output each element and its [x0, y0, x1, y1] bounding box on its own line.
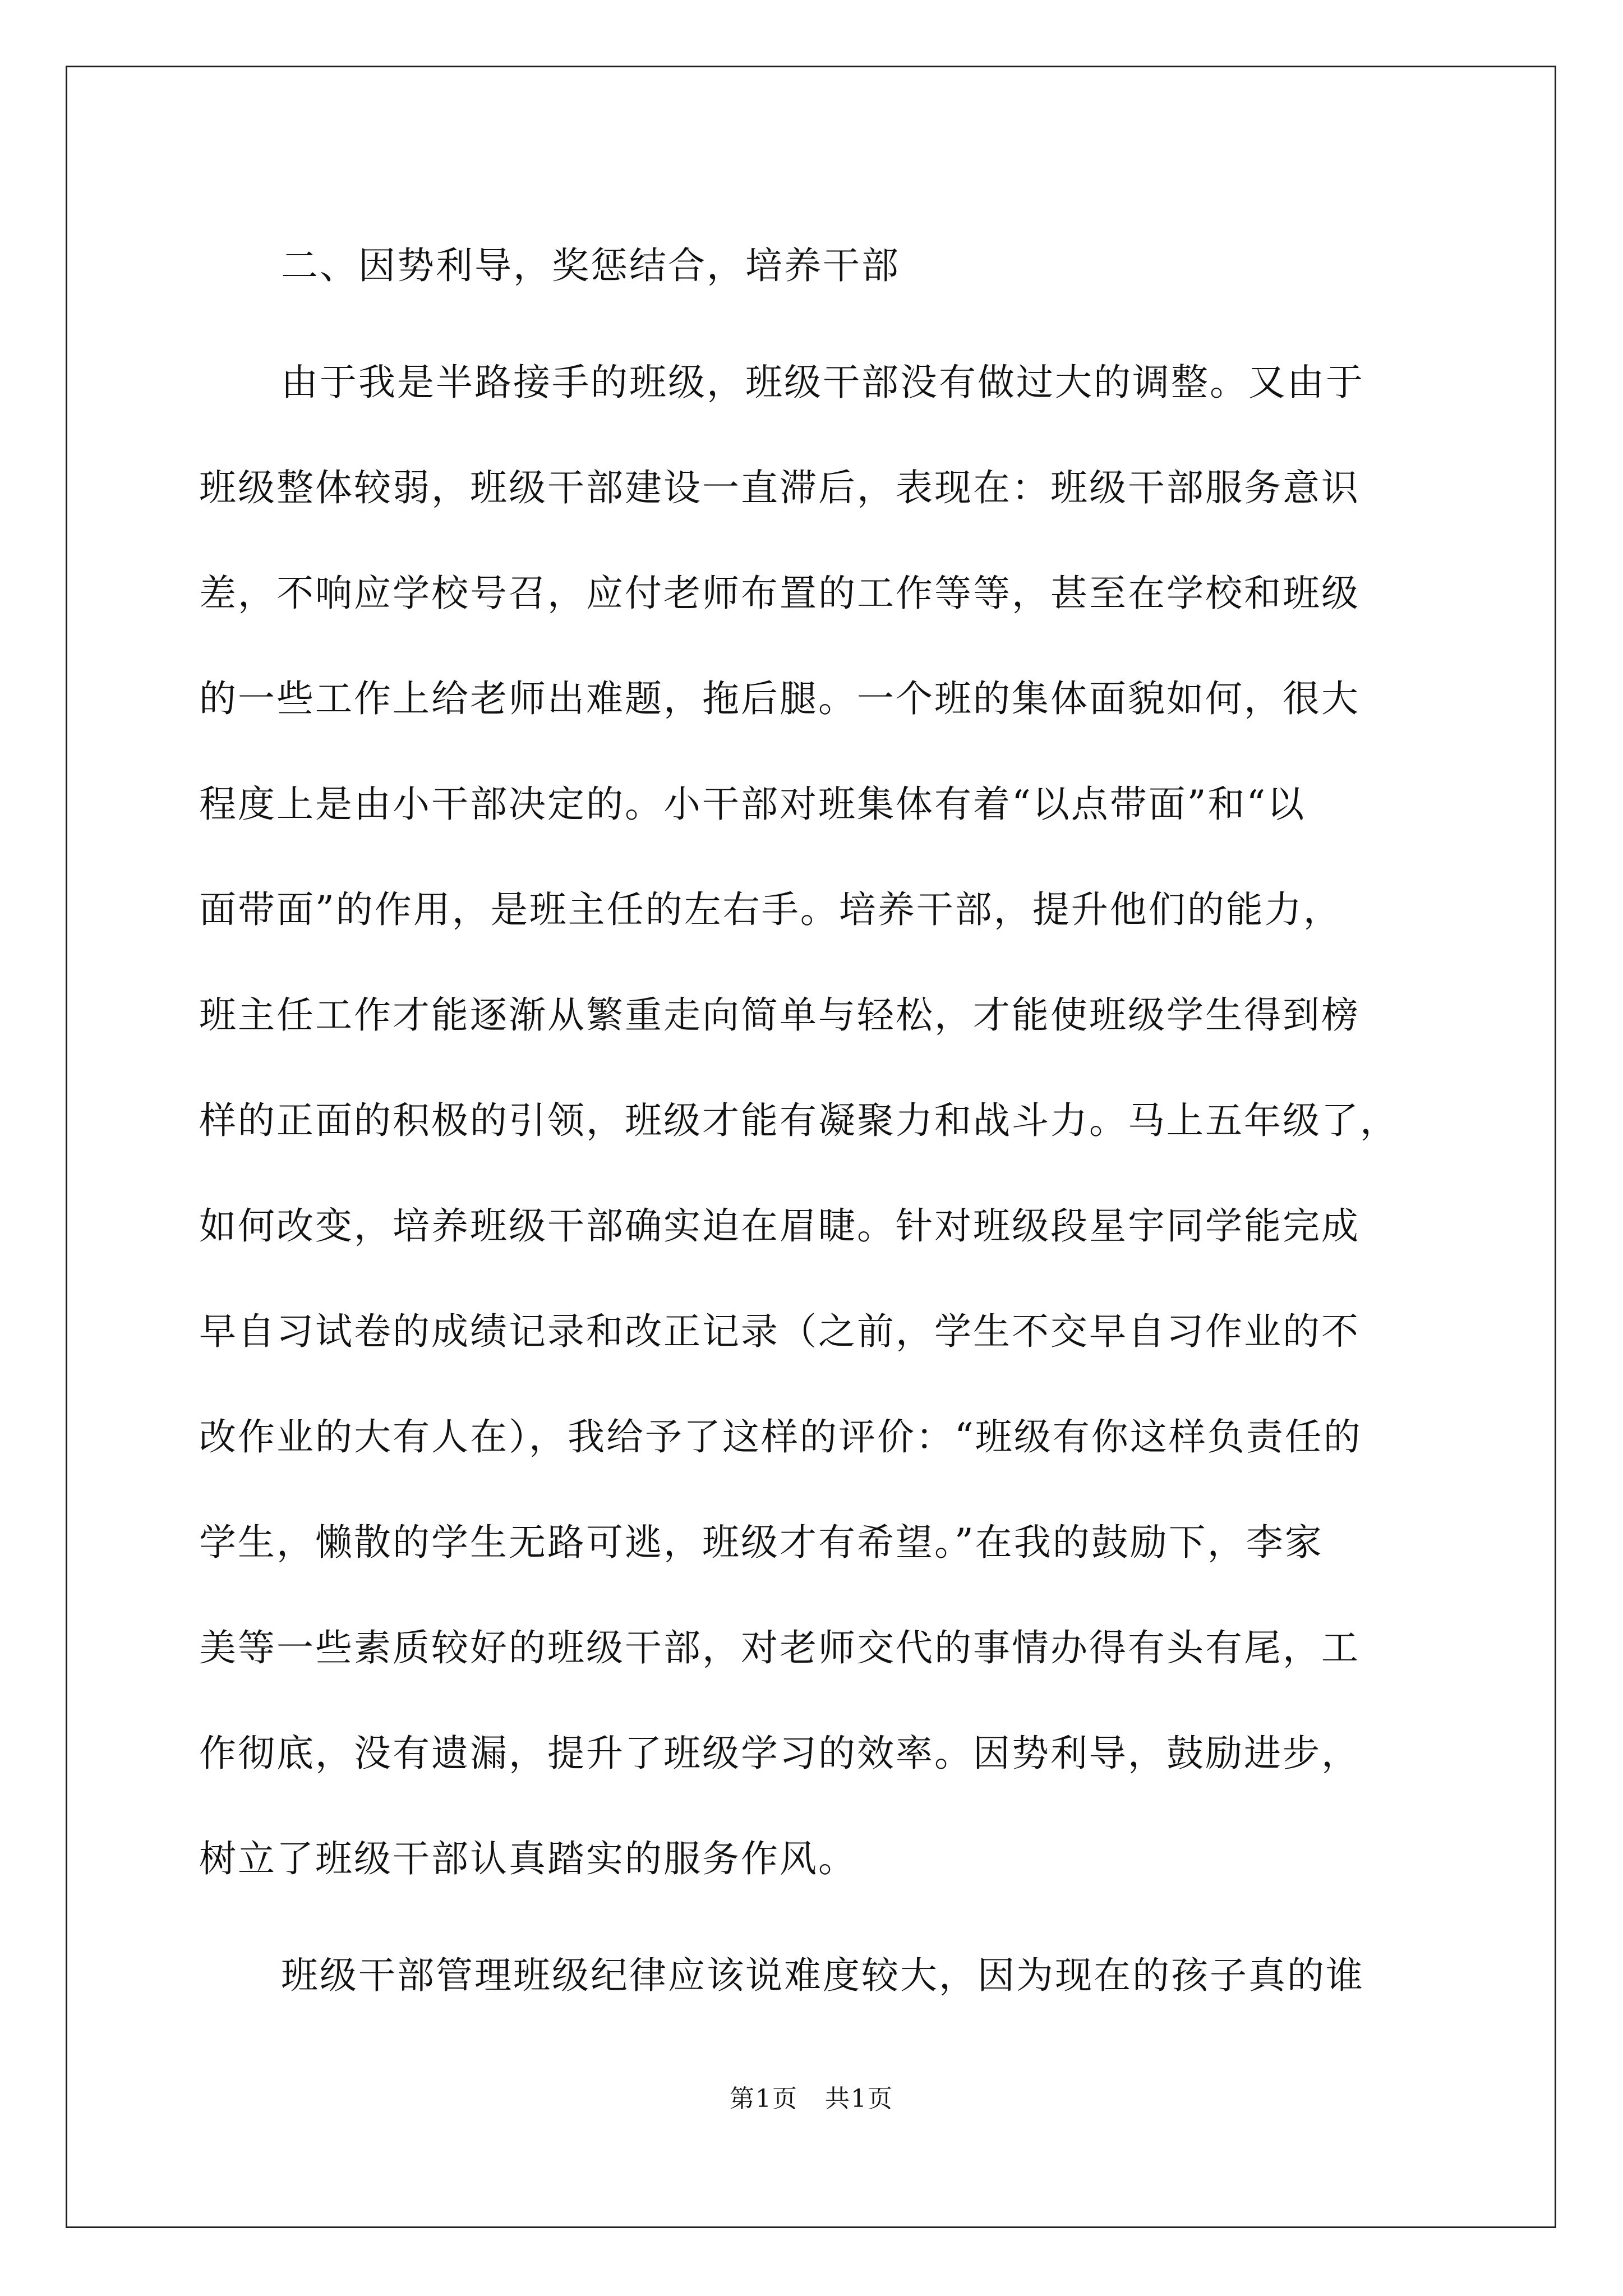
paragraph-line: 的一些工作上给老师出难题，拖后腿。一个班的集体面貌如何，很大 [199, 677, 1360, 720]
paragraph-line: 班主任工作才能逐渐从繁重走向简单与轻松，才能使班级学生得到榜 [199, 993, 1360, 1037]
paragraph-line: 由于我是半路接手的班级，班级干部没有做过大的调整。又由于 [281, 361, 1364, 404]
paragraph-line: 如何改变，培养班级干部确实迫在眉睫。针对班级段星宇同学能完成 [199, 1204, 1360, 1248]
page-number-total: 共1页 [825, 2085, 893, 2113]
paragraph-line: 班级干部管理班级纪律应该说难度较大，因为现在的孩子真的谁 [281, 1954, 1364, 1997]
page-number-current: 第1页 [730, 2085, 798, 2113]
paragraph-line: 程度上是由小干部决定的。小干部对班集体有着“以点带面”和“以 [199, 783, 1306, 826]
paragraph-line: 班级整体较弱，班级干部建设一直滞后，表现在：班级干部服务意识 [199, 466, 1360, 509]
paragraph-line: 面带面”的作用，是班主任的左右手。培养干部，提升他们的能力， [199, 888, 1342, 931]
paragraph-line: 改作业的大有人在），我给予了这样的评价：“班级有你这样负责任的 [199, 1415, 1362, 1458]
paragraph-line: 作彻底，没有遗漏，提升了班级学习的效率。因势利导，鼓励进步， [199, 1732, 1360, 1775]
paragraph-line: 美等一些素质较好的班级干部，对老师交代的事情办得有头有尾，工 [199, 1626, 1360, 1669]
paragraph-line: 样的正面的积极的引领，班级才能有凝聚力和战斗力。马上五年级了， [199, 1099, 1399, 1142]
paragraph-line: 树立了班级干部认真踏实的服务作风。 [199, 1837, 857, 1880]
paragraph-line: 早自习试卷的成绩记录和改正记录（之前，学生不交早自习作业的不 [199, 1310, 1360, 1353]
document-body [199, 213, 1433, 2028]
paragraph-line: 差，不响应学校号召，应付老师布置的工作等等，甚至在学校和班级 [199, 572, 1360, 615]
paragraph-2 [199, 1923, 1433, 2028]
paragraph-line: 学生，懒散的学生无路可逃，班级才有希望。”在我的鼓励下，李家 [199, 1521, 1324, 1564]
page-footer [0, 2078, 1623, 2114]
section-heading: 二、因势利导，奖惩结合，培养干部 [281, 244, 900, 287]
paragraph-1 [199, 330, 1433, 1912]
